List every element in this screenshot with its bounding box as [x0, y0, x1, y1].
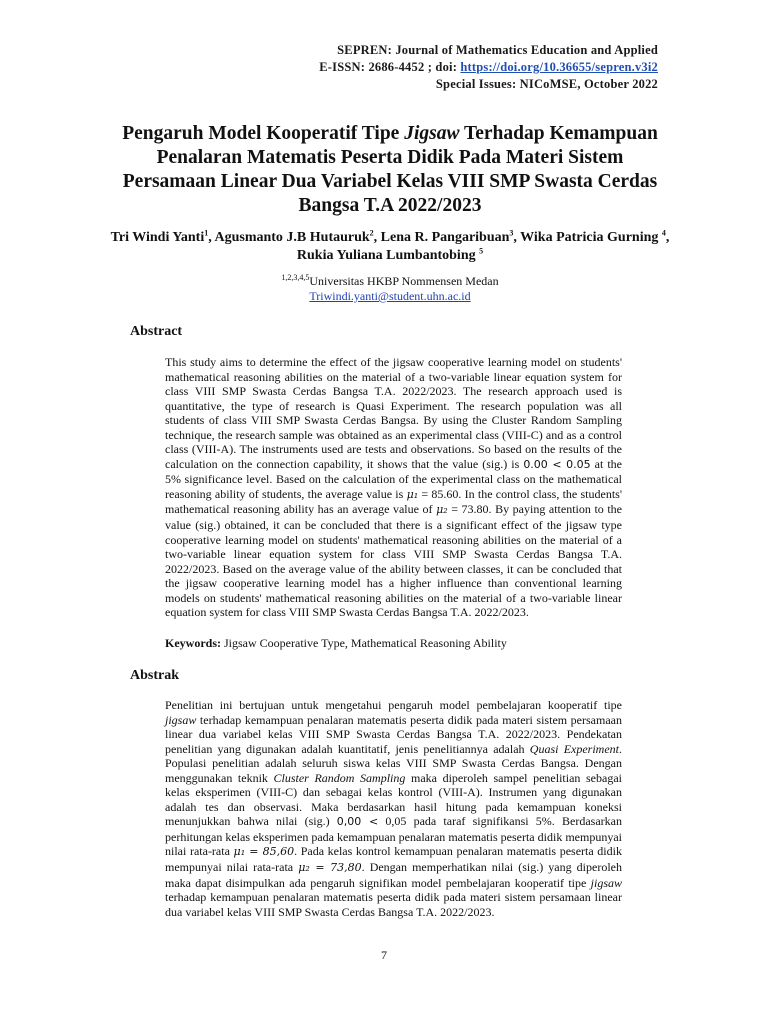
- abstrak-italic: jigsaw: [590, 875, 622, 890]
- author-name: Lena R. Pangaribuan: [380, 230, 510, 245]
- author-name: Wika Patricia Gurning: [520, 230, 662, 245]
- institution: Universitas HKBP Nommensen Medan: [309, 274, 499, 288]
- abstrak-text: . Pada kelas kontrol kemampuan penalaran matematis peserta didik mempunyai nilai rata-rata: [165, 844, 622, 875]
- sig-math: 0,00 <: [336, 815, 379, 829]
- mu2-math: μ₂ = 73,80: [298, 861, 362, 875]
- author-sup: 1: [204, 228, 209, 238]
- journal-name: SEPREN: Journal of Mathematics Education and Applied: [337, 43, 658, 57]
- abstrak-text: Penelitian ini bertujuan untuk mengetahui pengaruh model pembelajaran kooperatif tipe: [165, 698, 622, 712]
- abstrak-italic: Quasi Experiment: [529, 741, 620, 756]
- abstract-heading: Abstract: [130, 324, 183, 339]
- keywords-text: Jigsaw Cooperative Type, Mathematical Reasoning Ability: [221, 636, 507, 650]
- abstrak-text: 0,05 pada taraf signifikansi 5%. Berdasarkan perhitungan kelas eksperimen pada kemampuan penalaran matematis peserta didik mempunyai nilai rata-rata: [165, 814, 622, 859]
- special-issue: Special Issues: NICoMSE, October 2022: [435, 77, 658, 91]
- sig-math: 0.00 < 0.05: [523, 457, 591, 471]
- affiliation: [110, 274, 670, 304]
- affiliation-sup: 1,2,3,4,5: [281, 273, 310, 282]
- author-sup: 5: [479, 246, 484, 256]
- mu2-symbol: μ₂: [436, 503, 448, 517]
- abstrak-text: terhadap kemampuan penalaran matematis peserta didik pada materi sistem persamaan linear dua variabel kelas VIII SMP Swasta Cerdas Bangsa T.A. 2022/2023.: [165, 890, 622, 919]
- keywords-label: Keywords:: [165, 636, 221, 650]
- abstract-text: = 85.60. In the control class, the students' mathematical reasoning ability has an average value of: [165, 486, 622, 517]
- title-text-1: Pengaruh Model Kooperatif Tipe: [122, 123, 405, 144]
- abstrak-heading: Abstrak: [130, 668, 180, 683]
- issn-doi-line: [319, 59, 658, 76]
- author-sup: 3: [509, 228, 514, 238]
- title-text-2: Terhadap Kemampuan Penalaran Matematis Peserta Didik Pada Materi Sistem Persamaan Linear Dua Variabel Kelas VIII SMP Swasta Cerdas Bangsa T.A 2022/2023: [122, 123, 658, 216]
- author-sup: 2: [369, 228, 374, 238]
- author-email-link[interactable]: Triwindi.yanti@student.uhn.ac.id: [309, 289, 471, 303]
- mu1-symbol: μ₁: [406, 487, 419, 501]
- title-italic: Jigsaw: [404, 123, 460, 144]
- abstrak-text: . Populasi penelitian adalah seluruh siswa kelas VIII SMP Swasta Cerdas Bangsa. Dengan menggunakan teknik: [165, 741, 623, 785]
- abstract-text: = 73.80. By paying attention to the value (sig.) obtained, it can be concluded that there is a significant effect of the jigsaw type cooperative learning model on students' mathematical reasoning abilities on the material of a two-variable linear equation system for class VIII SMP Swasta Cerdas Bangsa T.A. 2022/2023. Based on the average value of the ability between classes, it can be concluded that the jigsaw cooperative learning model has a higher influence than conventional learning models on students' mathematical reasoning abilities on the material of a two-variable linear equation system for class VIII SMP Swasta Cerdas Bangsa T.A. 2022/2023.: [165, 502, 622, 620]
- author-name: Agusmanto J.B Hutauruk: [214, 230, 370, 245]
- abstrak-body: [165, 698, 622, 919]
- issn-text: E-ISSN: 2686-4452 ; doi:: [319, 60, 461, 74]
- abstrak-italic: jigsaw: [165, 712, 197, 727]
- abstract-text: This study aims to determine the effect of the jigsaw cooperative learning model on students' mathematical reasoning abilities on the material of a two-variable linear equation system for class VIII SMP Swasta Cerdas Bangsa T.A. 2022/2023. The research approach used is quantitative, the type of research is Quasi Experiment. The research population was all students of class VIII SMP Swasta Cerdas Bangsa. By using the Cluster Random Sampling technique, the research sample was obtained as an experimental class (VIII-C) and as a control class (VIII-A). The instruments used are tests and observations. So based on the results of the calculation on the connection capability, it shows that the value (sig.) is: [165, 355, 622, 471]
- author-sup: 4: [661, 228, 666, 238]
- page-number: 7: [381, 948, 387, 962]
- keywords: [165, 636, 622, 651]
- doi-link[interactable]: https://doi.org/10.36655/sepren.v3i2: [460, 60, 658, 74]
- abstrak-text: terhadap kemampuan penalaran matematis peserta didik pada materi sistem persamaan linear dua variabel kelas VIII SMP Swasta Cerdas Bangsa T.A. 2022/2023. Pendekatan penelitian yang digunakan adalah kuantitatif, jenis penelitiannya adalah: [165, 712, 622, 756]
- abstrak-italic: Cluster Random Sampling: [273, 770, 406, 785]
- abstrak-text: . Dengan memperhatikan nilai (sig.) yang diperoleh maka dapat disimpulkan ada pengaruh signifikan model pembelajaran kooperatif tipe: [165, 860, 622, 890]
- abstract-body: [165, 355, 622, 620]
- journal-header: [319, 42, 658, 93]
- abstrak-text: maka diperoleh sampel penelitian sebagai kelas eksperimen (VIII-C) dan sebagai kelas kontrol (VIII-A). Instrumen yang digunakan adalah tes dan observasi. Maka berdasarkan hasil hitung pada kemampuan koneksi menunjukkan bahwa nilai (sig.): [165, 770, 622, 829]
- paper-title: [110, 122, 670, 218]
- author-list: Tri Windi Yanti$^1$, Agusmanto J.B Hutauruk$^2$, Lena R. Pangaribuan$^3$, Wika Patricia Gurning $^4$, Rukia Yuliana Lumbantobing $^5$: [110, 228, 670, 263]
- mu1-math: μ₁ = 85,60: [233, 845, 295, 859]
- author-name: Tri Windi Yanti: [110, 230, 205, 245]
- abstract-text: at the 5% significance level. Based on the calculation of the experimental class on the mathematical reasoning ability of students, the average value is: [165, 456, 622, 501]
- author-name: Rukia Yuliana Lumbantobing: [296, 248, 480, 263]
